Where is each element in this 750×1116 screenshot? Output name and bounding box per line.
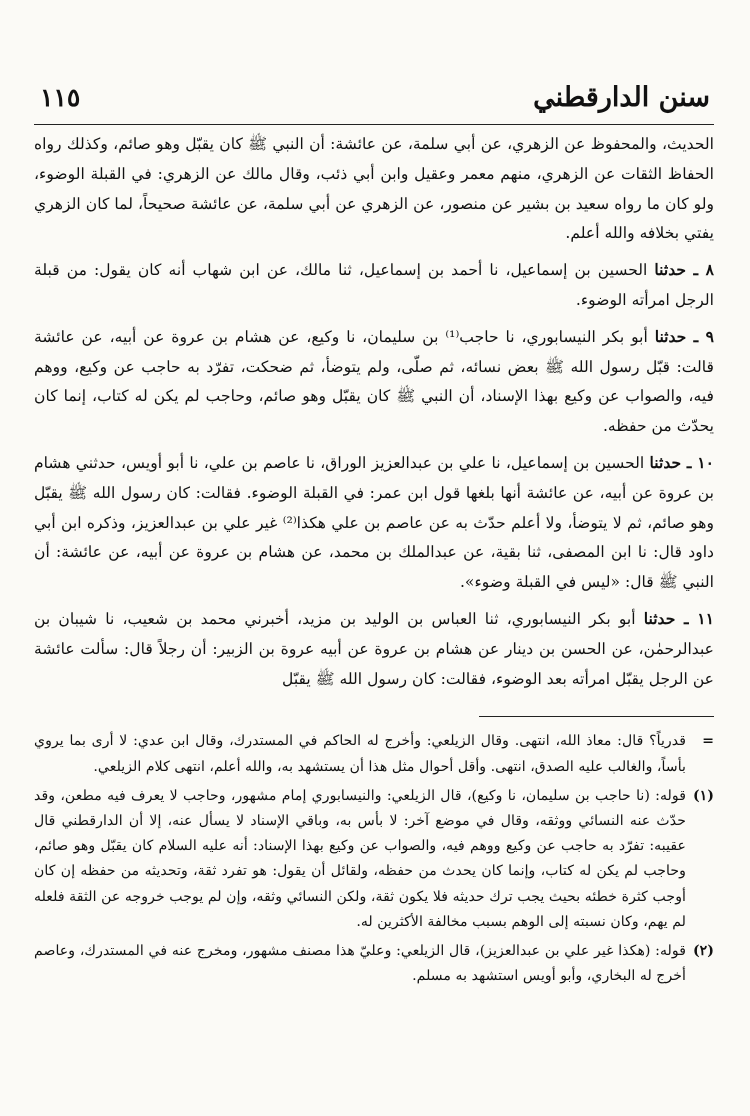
footnote-text: قوله: (هكذا غير علي بن عبدالعزيز)، قال الزيلعي: وعليّ هذا مصنف مشهور، ومخرج عنه في المستدرك، وعاصم أخرج له البخاري، وأبو أويس استشهد به مسلم. <box>34 942 686 985</box>
hadith-10 <box>34 448 714 598</box>
hadith-lead: ١٠ ـ حدثنا <box>649 452 714 472</box>
page-header <box>34 78 714 125</box>
hadith-11 <box>34 604 714 694</box>
paragraph-text: أبو بكر النيسابوري، نا حاجب⁽¹⁾ بن سليمان، نا وكيع، عن هشام بن عروة عن أبيه، عن عائشة قالت: قبّل رسول الله ﷺ بعض نسائه، ثم صلّى، ولم يتوضأ، ثم ضحكت، تفرّد به حاجب عن وكيع، ووهم فيه، والصواب عن وكيع بهذا الإسناد، أن النبي ﷺ كان يقبّل وهو صائم، وحاجب لم يكن له كتاب، إنما كان يحدّث من حفظه. <box>34 327 714 436</box>
footnote-text: قدرياً؟ قال: معاذ الله، انتهى. وقال الزيلعي: وأخرج له الحاكم في المستدرك، وقال ابن عدي: لا أرى بما يروي بأساً، والغالب عليه الصدق، انتهى. وأقل أحوال مثل هذا أن يستشهد به، والله أعلم، انتهى كلام الزيلعي. <box>34 733 686 775</box>
hadith-9 <box>34 322 714 442</box>
paragraph-text: أبو بكر النيسابوري، ثنا العباس بن الوليد بن مزيد، أخبرني محمد بن شعيب، نا شيبان بن عبدالرحمٰن، عن الحسن بن دينار عن هشام بن عروة عن أبيه عروة بن الزبير: أن رجلاً قال: سألت عائشة عن الرجل يقبّل امرأته بعد الوضوء، فقالت: كان رسول الله ﷺ يقبّل <box>34 609 714 688</box>
main-text <box>34 129 714 694</box>
book-title: سنن الدارقطني <box>533 82 710 113</box>
footnote-marker: = <box>702 733 714 750</box>
footnote-separator <box>479 716 714 717</box>
page-number: ١١٥ <box>40 83 81 112</box>
footnote-continuation <box>34 729 714 779</box>
hadith-lead: ٩ ـ حدثنا <box>654 326 714 346</box>
footnote-1 <box>34 784 714 935</box>
footnotes <box>34 729 714 989</box>
paragraph-continuation <box>34 129 714 249</box>
paragraph-text: الحسين بن إسماعيل، نا علي بن عبدالعزيز الوراق، نا عاصم بن علي، نا أبو أويس، حدثني هشام بن عروة عن أبيه، عن عائشة أنها بلغها قول ابن عمر: في القبلة الوضوء. فقالت: كان رسول الله ﷺ يقبّل وهو صائم، ثم لا يتوضأ، ولا أعلم حدّث به عن عاصم بن علي هكذا⁽²⁾ غير علي بن عبدالعزيز، وذكره ابن أبي داود قال: نا ابن المصفى، ثنا بقية، عن عبدالملك بن محمد، عن هشام بن عروة عن أبيه، عن عائشة: أن النبي ﷺ قال: «ليس في القبلة وضوء». <box>34 453 714 592</box>
footnote-text: قوله: (نا حاجب بن سليمان، نا وكيع)، قال الزيلعي: والنيسابوري إمام مشهور، وحاجب لا يعرف فيه مطعن، وقد حدّث عنه النسائي ووثقه، وقال في موضع آخر: لا بأس به، وباقي الإسناد لا يسأل عنه، إلا أن الدارقطني قال عقيبه: تفرّد به حاجب عن وكيع ووهم فيه، والصواب عن وكيع بهذا الإسناد: أنه عليه السلام كان يقبّل وهو صائم، وحاجب لم يكن له كتاب، وإنما كان يحدث من حفظه، ولقائل أن يقول: هو تفرد ثقة، وتحديثه من حفظه إن كان أوجب كثرة خطئه بحيث يجب ترك حديثه فلا يكون ثقة، ولكن النسائي وثقه، وإن لم يوجب خروجه عن الثقة فلعله لم يهم، وكان نسبته إلى الوهم بسبب مخالفة الأكثرين له. <box>34 787 686 930</box>
paragraph-text: الحديث، والمحفوظ عن الزهري، عن أبي سلمة، عن عائشة: أن النبي ﷺ كان يقبّل وهو صائم، وكذلك رواه الحفاظ الثقات عن الزهري، منهم معمر وعقيل وابن أبي ذئب، وقال مالك عن الزهري: في القبلة الوضوء، ولو كان ما رواه سعيد بن بشير عن منصور، عن الزهري عن أبي سلمة، عن عائشة صحيحاً، لما كان الزهري يفتي بخلافه والله أعلم. <box>34 135 714 243</box>
hadith-lead: ٨ ـ حدثنا <box>654 260 714 280</box>
hadith-lead: ١١ ـ حدثنا <box>643 608 714 628</box>
footnote-2 <box>34 939 714 989</box>
footnote-marker: (١) <box>692 787 714 804</box>
paragraph-text: الحسين بن إسماعيل، نا أحمد بن إسماعيل، ثنا مالك، عن ابن شهاب أنه كان يقول: من قبلة الرجل امرأته الوضوء. <box>34 261 714 309</box>
footnote-marker: (٢) <box>692 942 714 959</box>
hadith-8 <box>34 255 714 316</box>
